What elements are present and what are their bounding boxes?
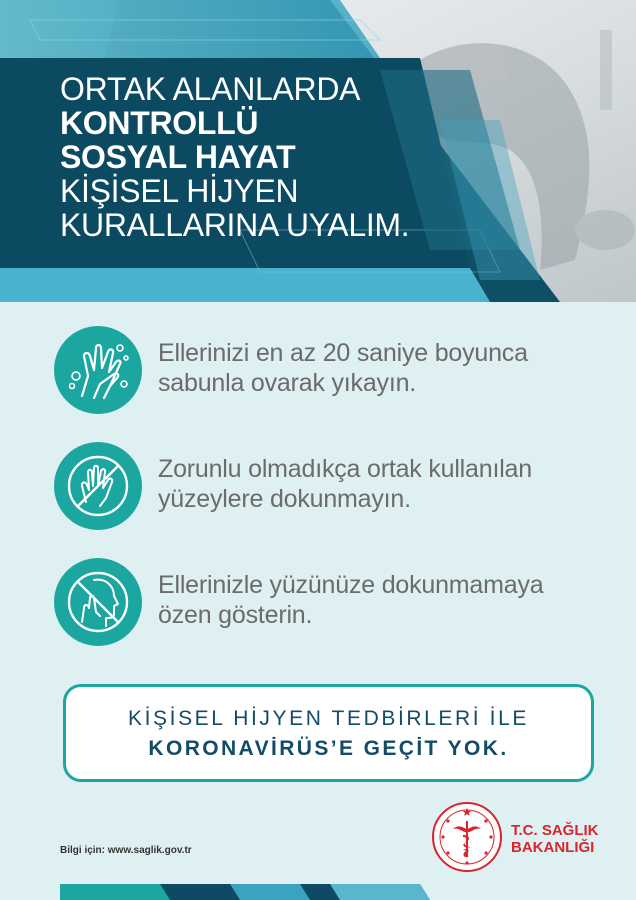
rule-item-no-surface-touch [54,442,614,532]
rule-line-1: Ellerinizi en az 20 saniye boyunca [158,339,528,367]
hand-washing-icon [54,326,142,414]
headline-line-3: SOSYAL HAYAT [60,139,296,175]
ministry-name-line-2: BAKANLIĞI [511,839,595,856]
rule-line-1: Ellerinizle yüzünüze dokunmamaya [158,571,544,599]
rule-text [158,338,618,398]
info-website-text: Bilgi için: www.saglik.gov.tr [60,845,192,856]
rule-line-1: Zorunlu olmadıkça ortak kullanılan [158,455,532,483]
slogan-line-2: KORONAVİRÜS’E GEÇİT YOK. [148,737,509,760]
rule-text [158,570,618,630]
rule-line-2: yüzeylere dokunmayın. [158,485,411,513]
no-touch-hand-icon [54,442,142,530]
rule-item-no-face-touch [54,558,614,648]
ministry-name-line-1: T.C. SAĞLIK [511,822,599,839]
ministry-name [511,822,599,856]
slogan-box [63,684,594,782]
headline-line-2: KONTROLLÜ [60,105,259,141]
rule-text [158,454,618,514]
ministry-of-health-logo-icon [431,801,503,873]
rule-line-2: sabunla ovarak yıkayın. [158,369,417,397]
headline-line-5: KURALLARINA UYALIM. [60,207,410,243]
headline-line-1: ORTAK ALANLARDA [60,71,361,107]
no-face-touch-icon [54,558,142,646]
header-banner [0,0,636,302]
rule-item-hand-washing [54,326,614,416]
rule-line-2: özen gösterin. [158,601,313,629]
headline-line-4: KİŞİSEL HİJYEN [60,173,299,209]
slogan-line-1: KİŞİSEL HİJYEN TEDBİRLERİ İLE [127,707,529,730]
bottom-decorative-strip [0,884,636,900]
headline [60,72,409,242]
